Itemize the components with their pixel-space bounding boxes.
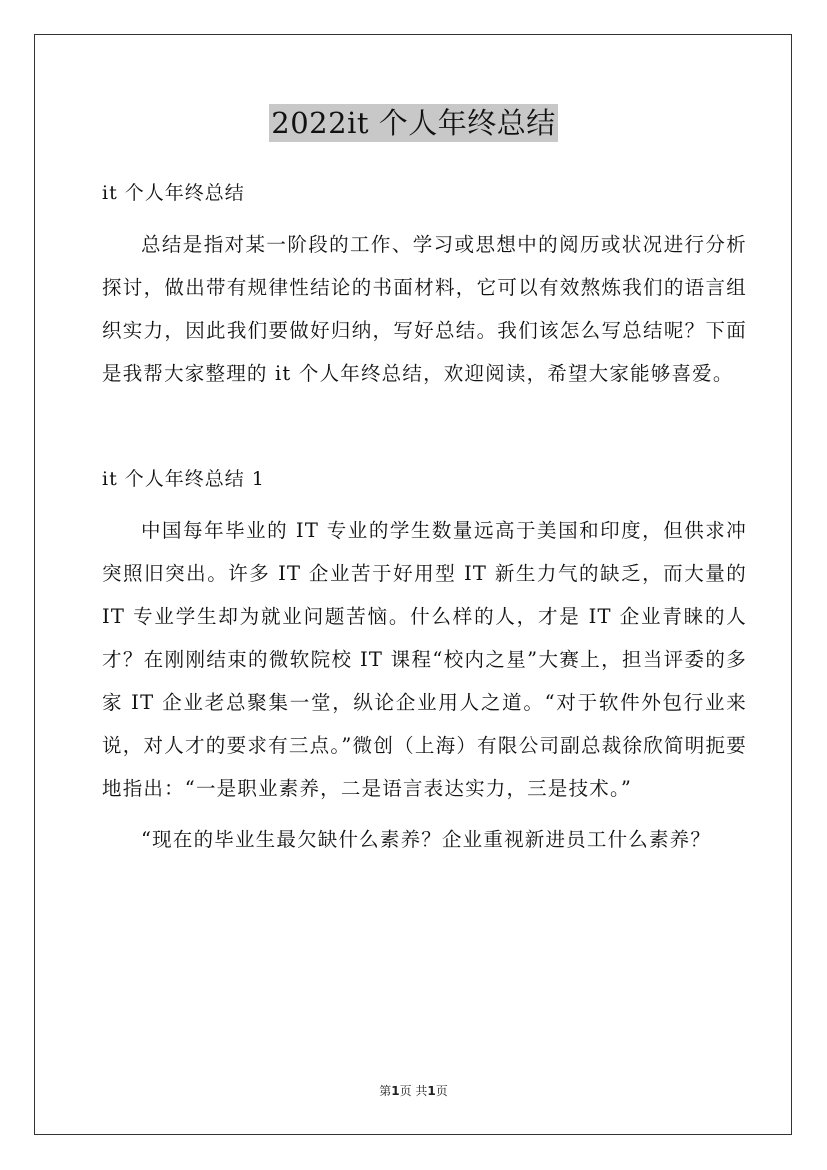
footer-mid: 页 共 <box>399 1084 428 1098</box>
document-title: 2022it 个人年终总结 <box>271 106 556 140</box>
footer-page-total: 1 <box>427 1084 436 1098</box>
footer-page-current: 1 <box>391 1084 400 1098</box>
footer-prefix: 第 <box>379 1084 392 1098</box>
blank-line <box>102 395 747 438</box>
blank-line <box>102 438 747 458</box>
section1-paragraph-2: “现在的毕业生最欠缺什么素养？企业重视新进员工什么素养？ <box>141 828 712 851</box>
footer-suffix: 页 <box>435 1084 448 1098</box>
title-container <box>0 104 827 142</box>
section1-heading: it 个人年终总结 1 <box>102 468 265 490</box>
intro-paragraph: 总结是指对某一阶段的工作、学习或思想中的阅历或状况进行分析探讨，做出带有规律性结论的书面材料，它可以有效熬炼我们的语言组织实力，因此我们要做好归纳，写好总结。我们该怎么写总结呢？下面是我帮大家整理的 it 个人年终总结，欢迎阅读，希望大家能够喜爱。 <box>102 233 747 385</box>
intro-heading: it 个人年终总结 <box>102 182 245 204</box>
document-body <box>102 172 747 861</box>
page-footer <box>0 1082 827 1099</box>
section1-paragraph-1: 中国每年毕业的 IT 专业的学生数量远高于美国和印度，但供求冲突照旧突出。许多 IT 企业苦于好用型 IT 新生力气的缺乏，而大量的 IT 专业学生却为就业问题苦恼。什么样的人，才是 IT 企业青睐的人才？在刚刚结束的微软院校 IT 课程“校内之星”大赛上，担当评委的多家 IT 企业老总聚集一堂，纵论企业用人之道。“对于软件外包行业来说，对人才的要求有三点。”微创（上海）有限公司副总裁徐欣简明扼要地指出：“一是职业素养，二是语言表达实力，三是技术。” <box>102 519 747 800</box>
